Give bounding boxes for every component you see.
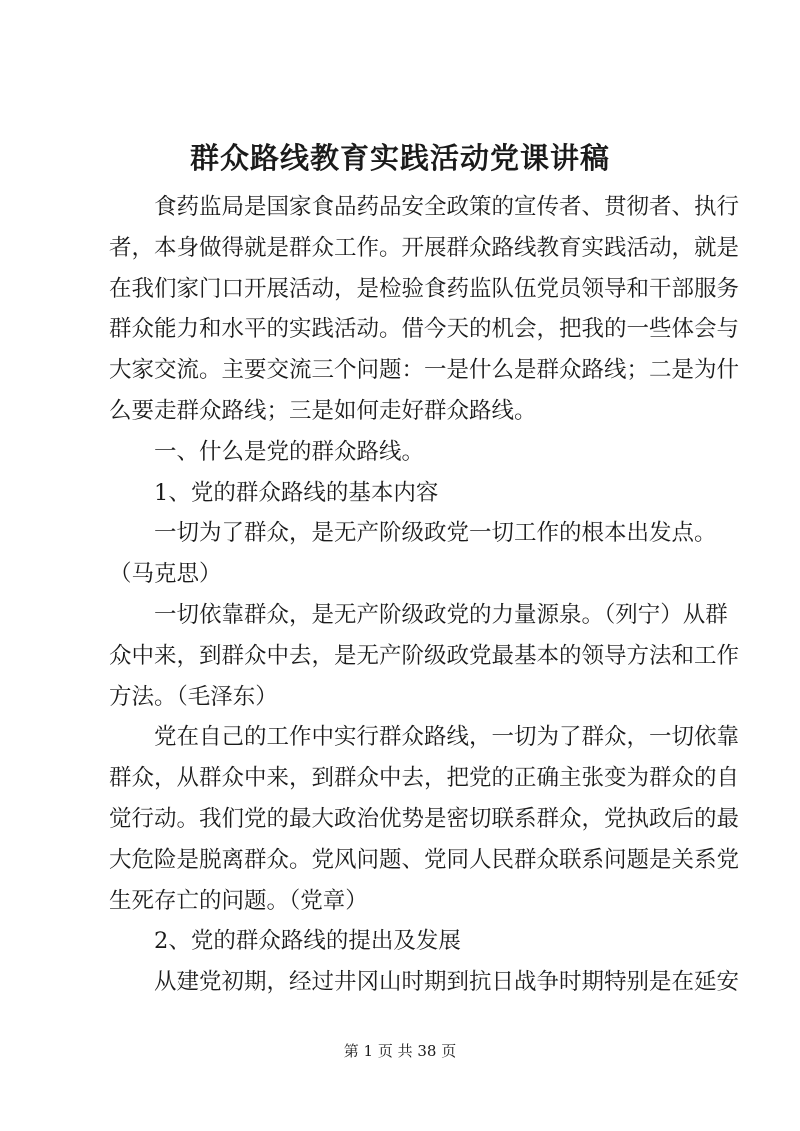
text-line: 1、党的群众路线的基本内容 — [154, 479, 439, 506]
document-body — [109, 187, 740, 1003]
text-line: 方法。（毛泽东） — [109, 683, 278, 710]
text-line: 一切依靠群众，是无产阶级政党的力量源泉。（列宁）从群 — [154, 601, 728, 628]
text-line: 在我们家门口开展活动，是检验食药监队伍党员领导和干部服务 — [109, 275, 740, 302]
text-line: 么要走群众路线；三是如何走好群众路线。 — [109, 397, 537, 424]
text-line: 一、什么是党的群众路线。 — [154, 438, 425, 465]
text-line: 觉行动。我们党的最大政治优势是密切联系群众，党执政后的最 — [109, 805, 740, 832]
text-line: 大家交流。主要交流三个问题：一是什么是群众路线；二是为什 — [109, 357, 740, 384]
text-line: 2、党的群众路线的提出及发展 — [154, 928, 461, 955]
text-line: 众中来，到群众中去，是无产阶级政党最基本的领导方法和工作 — [109, 642, 740, 669]
text-line: 大危险是脱离群众。党风问题、党同人民群众联系问题是关系党 — [109, 846, 740, 873]
text-line: 群众能力和水平的实践活动。借今天的机会，把我的一些体会与 — [109, 316, 740, 343]
text-line: 食药监局是国家食品药品安全政策的宣传者、贯彻者、执行 — [154, 194, 740, 220]
text-line: 党在自己的工作中实行群众路线，一切为了群众，一切依靠 — [154, 724, 740, 751]
text-line: 生死存亡的问题。（党章） — [109, 887, 368, 914]
text-line: 群众，从群众中来，到群众中去，把党的正确主张变为群众的自 — [109, 765, 740, 792]
text-line: （马克思） — [109, 561, 222, 588]
text-line: 者，本身做得就是群众工作。开展群众路线教育实践活动，就是 — [109, 234, 740, 261]
page-footer: 第 1 页 共 38 页 — [343, 1042, 457, 1060]
text-line: 一切为了群众，是无产阶级政党一切工作的根本出发点。 — [154, 520, 717, 547]
text-line: 从建党初期，经过井冈山时期到抗日战争时期特别是在延安 — [154, 969, 740, 996]
document-title: 群众路线教育实践活动党课讲稿 — [189, 141, 610, 175]
